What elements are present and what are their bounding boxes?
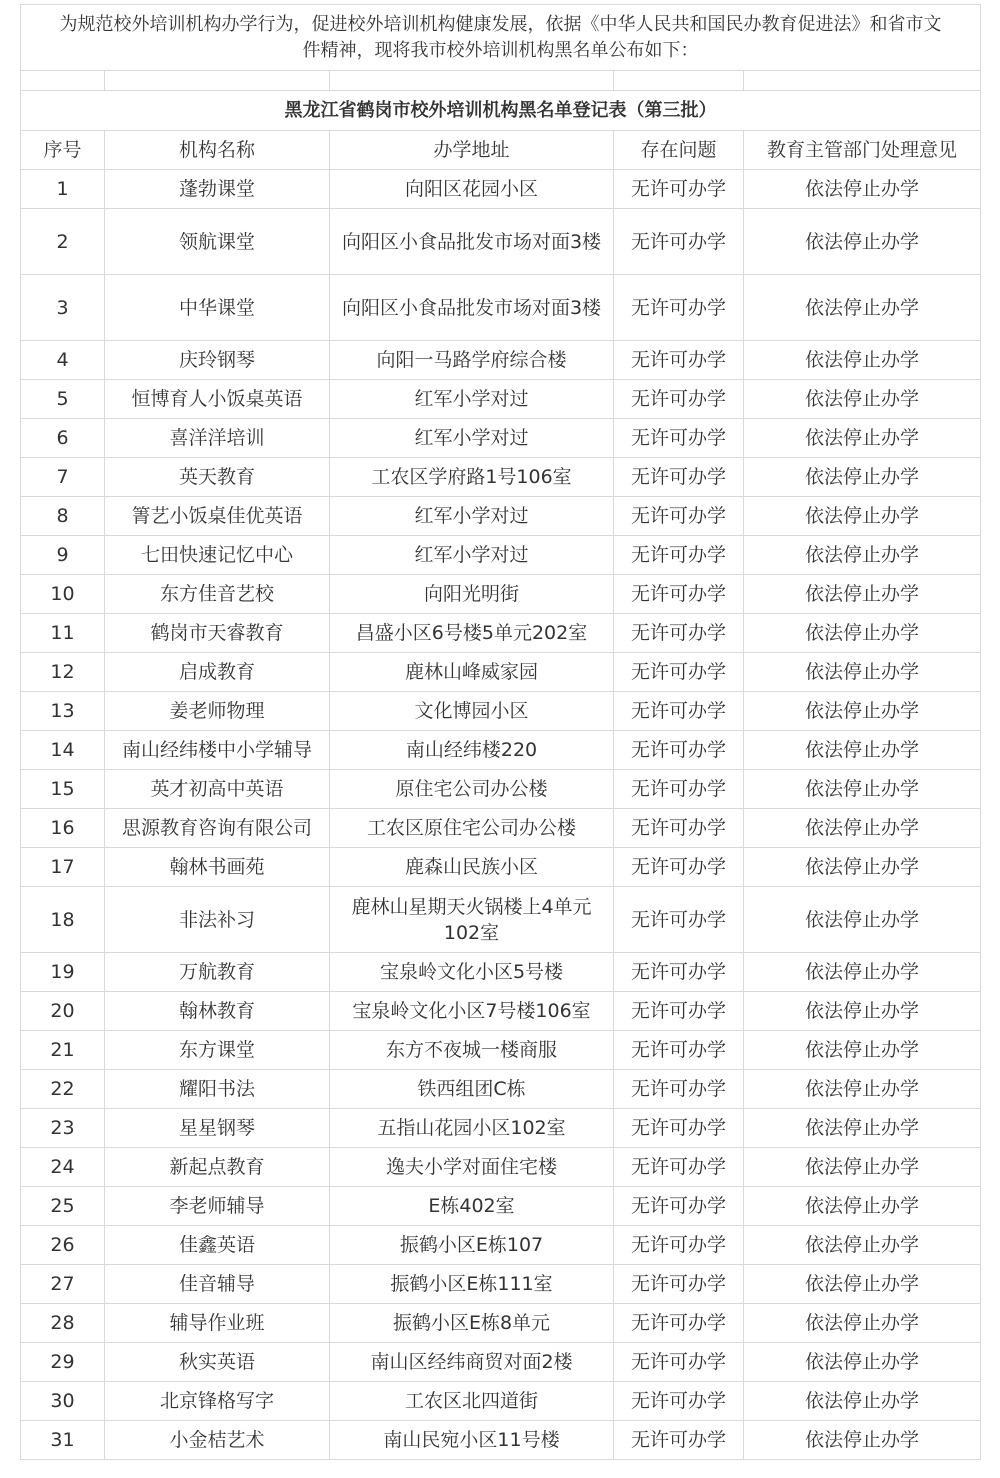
table-row [21, 1343, 981, 1382]
table-row [21, 209, 981, 275]
table-row [21, 275, 981, 341]
table-row [21, 1226, 981, 1265]
cell-address: 鹿林山星期天火锅楼上4单元102室 [330, 887, 614, 953]
cell-issue: 无许可办学 [614, 1421, 744, 1460]
cell-decision: 依法停止办学 [744, 848, 981, 887]
cell-institution: 蓬勃课堂 [105, 170, 330, 209]
table-row [21, 1148, 981, 1187]
cell-decision: 依法停止办学 [744, 1421, 981, 1460]
blank-cell [614, 71, 744, 91]
cell-index: 27 [21, 1265, 105, 1304]
cell-issue: 无许可办学 [614, 341, 744, 380]
cell-address: 铁西组团C栋 [330, 1070, 614, 1109]
blank-cell [105, 71, 330, 91]
cell-issue: 无许可办学 [614, 1187, 744, 1226]
cell-decision: 依法停止办学 [744, 458, 981, 497]
cell-address: 向阳区小食品批发市场对面3楼 [330, 275, 614, 341]
blank-cell [744, 71, 981, 91]
cell-address: 工农区学府路1号106室 [330, 458, 614, 497]
cell-address: 振鹤小区E栋107 [330, 1226, 614, 1265]
cell-index: 17 [21, 848, 105, 887]
cell-institution: 鹤岗市天睿教育 [105, 614, 330, 653]
cell-index: 5 [21, 380, 105, 419]
table-row [21, 458, 981, 497]
cell-decision: 依法停止办学 [744, 953, 981, 992]
cell-decision: 依法停止办学 [744, 341, 981, 380]
table-row [21, 692, 981, 731]
cell-address: 向阳区花园小区 [330, 170, 614, 209]
cell-institution: 箐艺小饭桌佳优英语 [105, 497, 330, 536]
cell-issue: 无许可办学 [614, 809, 744, 848]
cell-issue: 无许可办学 [614, 1265, 744, 1304]
cell-index: 26 [21, 1226, 105, 1265]
table-title: 黑龙江省鹤岗市校外培训机构黑名单登记表（第三批） [21, 91, 981, 131]
table-row [21, 887, 981, 953]
blank-cell [21, 71, 105, 91]
cell-index: 7 [21, 458, 105, 497]
cell-issue: 无许可办学 [614, 419, 744, 458]
cell-address: 逸夫小学对面住宅楼 [330, 1148, 614, 1187]
cell-decision: 依法停止办学 [744, 419, 981, 458]
cell-index: 22 [21, 1070, 105, 1109]
cell-institution: 喜洋洋培训 [105, 419, 330, 458]
table-row [21, 170, 981, 209]
table-row [21, 1109, 981, 1148]
cell-issue: 无许可办学 [614, 380, 744, 419]
table-row [21, 992, 981, 1031]
cell-index: 10 [21, 575, 105, 614]
cell-issue: 无许可办学 [614, 953, 744, 992]
cell-decision: 依法停止办学 [744, 731, 981, 770]
cell-address: 南山经纬楼220 [330, 731, 614, 770]
cell-institution: 新起点教育 [105, 1148, 330, 1187]
cell-index: 12 [21, 653, 105, 692]
cell-issue: 无许可办学 [614, 536, 744, 575]
cell-institution: 中华课堂 [105, 275, 330, 341]
cell-index: 3 [21, 275, 105, 341]
cell-decision: 依法停止办学 [744, 209, 981, 275]
cell-decision: 依法停止办学 [744, 1304, 981, 1343]
cell-institution: 英才初高中英语 [105, 770, 330, 809]
cell-address: 南山区经纬商贸对面2楼 [330, 1343, 614, 1382]
cell-institution: 辅导作业班 [105, 1304, 330, 1343]
cell-index: 23 [21, 1109, 105, 1148]
cell-index: 16 [21, 809, 105, 848]
table-row [21, 731, 981, 770]
table-row [21, 953, 981, 992]
cell-issue: 无许可办学 [614, 731, 744, 770]
cell-decision: 依法停止办学 [744, 614, 981, 653]
table-row [21, 341, 981, 380]
cell-index: 4 [21, 341, 105, 380]
cell-institution: 东方课堂 [105, 1031, 330, 1070]
cell-index: 31 [21, 1421, 105, 1460]
cell-index: 9 [21, 536, 105, 575]
header-row [21, 131, 981, 170]
cell-decision: 依法停止办学 [744, 275, 981, 341]
cell-address: 振鹤小区E栋8单元 [330, 1304, 614, 1343]
cell-issue: 无许可办学 [614, 170, 744, 209]
cell-decision: 依法停止办学 [744, 1109, 981, 1148]
cell-address: E栋402室 [330, 1187, 614, 1226]
cell-institution: 姜老师物理 [105, 692, 330, 731]
cell-index: 13 [21, 692, 105, 731]
intro-text: 为规范校外培训机构办学行为，促进校外培训机构健康发展，依据《中华人民共和国民办教育促进法》和省市文件精神，现将我市校外培训机构黑名单公布如下： [21, 5, 981, 71]
cell-institution: 英天教育 [105, 458, 330, 497]
cell-index: 20 [21, 992, 105, 1031]
cell-institution: 非法补习 [105, 887, 330, 953]
cell-issue: 无许可办学 [614, 614, 744, 653]
cell-decision: 依法停止办学 [744, 809, 981, 848]
cell-address: 宝泉岭文化小区5号楼 [330, 953, 614, 992]
cell-issue: 无许可办学 [614, 1070, 744, 1109]
cell-index: 28 [21, 1304, 105, 1343]
cell-issue: 无许可办学 [614, 209, 744, 275]
cell-issue: 无许可办学 [614, 692, 744, 731]
table-row [21, 1070, 981, 1109]
cell-decision: 依法停止办学 [744, 380, 981, 419]
table-row [21, 575, 981, 614]
cell-institution: 思源教育咨询有限公司 [105, 809, 330, 848]
cell-address: 工农区原住宅公司办公楼 [330, 809, 614, 848]
cell-decision: 依法停止办学 [744, 575, 981, 614]
table-row [21, 1265, 981, 1304]
blank-row [21, 71, 981, 91]
cell-issue: 无许可办学 [614, 887, 744, 953]
table-row [21, 614, 981, 653]
cell-index: 21 [21, 1031, 105, 1070]
cell-address: 昌盛小区6号楼5单元202室 [330, 614, 614, 653]
cell-decision: 依法停止办学 [744, 1031, 981, 1070]
cell-index: 24 [21, 1148, 105, 1187]
cell-index: 29 [21, 1343, 105, 1382]
cell-institution: 星星钢琴 [105, 1109, 330, 1148]
cell-institution: 南山经纬楼中小学辅导 [105, 731, 330, 770]
cell-institution: 佳鑫英语 [105, 1226, 330, 1265]
cell-decision: 依法停止办学 [744, 1382, 981, 1421]
table-row [21, 1382, 981, 1421]
cell-address: 向阳区小食品批发市场对面3楼 [330, 209, 614, 275]
cell-decision: 依法停止办学 [744, 653, 981, 692]
cell-institution: 佳音辅导 [105, 1265, 330, 1304]
blacklist-document [20, 4, 980, 1460]
cell-decision: 依法停止办学 [744, 1343, 981, 1382]
blacklist-table [20, 4, 981, 1460]
cell-decision: 依法停止办学 [744, 992, 981, 1031]
cell-index: 25 [21, 1187, 105, 1226]
cell-address: 宝泉岭文化小区7号楼106室 [330, 992, 614, 1031]
cell-index: 14 [21, 731, 105, 770]
cell-issue: 无许可办学 [614, 1382, 744, 1421]
table-row [21, 380, 981, 419]
cell-address: 红军小学对过 [330, 419, 614, 458]
cell-address: 工农区北四道街 [330, 1382, 614, 1421]
table-row [21, 653, 981, 692]
cell-institution: 万航教育 [105, 953, 330, 992]
table-row [21, 809, 981, 848]
cell-institution: 翰林教育 [105, 992, 330, 1031]
cell-issue: 无许可办学 [614, 1304, 744, 1343]
table-row [21, 419, 981, 458]
cell-index: 8 [21, 497, 105, 536]
cell-index: 2 [21, 209, 105, 275]
cell-address: 鹿森山民族小区 [330, 848, 614, 887]
cell-address: 南山民宛小区11号楼 [330, 1421, 614, 1460]
header-address: 办学地址 [330, 131, 614, 170]
cell-decision: 依法停止办学 [744, 770, 981, 809]
cell-address: 向阳光明街 [330, 575, 614, 614]
cell-institution: 李老师辅导 [105, 1187, 330, 1226]
cell-institution: 领航课堂 [105, 209, 330, 275]
cell-institution: 庆玲钢琴 [105, 341, 330, 380]
cell-institution: 北京锋格写字 [105, 1382, 330, 1421]
cell-decision: 依法停止办学 [744, 497, 981, 536]
header-institution: 机构名称 [105, 131, 330, 170]
cell-issue: 无许可办学 [614, 275, 744, 341]
cell-institution: 七田快速记忆中心 [105, 536, 330, 575]
table-row [21, 770, 981, 809]
header-decision: 教育主管部门处理意见 [744, 131, 981, 170]
cell-address: 鹿林山峰威家园 [330, 653, 614, 692]
cell-address: 东方不夜城一楼商服 [330, 1031, 614, 1070]
cell-issue: 无许可办学 [614, 1343, 744, 1382]
cell-institution: 恒博育人小饭桌英语 [105, 380, 330, 419]
cell-address: 文化博园小区 [330, 692, 614, 731]
table-row [21, 1304, 981, 1343]
cell-index: 11 [21, 614, 105, 653]
blank-cell [330, 71, 614, 91]
cell-decision: 依法停止办学 [744, 1148, 981, 1187]
cell-index: 18 [21, 887, 105, 953]
cell-issue: 无许可办学 [614, 458, 744, 497]
table-row [21, 497, 981, 536]
cell-index: 6 [21, 419, 105, 458]
cell-address: 向阳一马路学府综合楼 [330, 341, 614, 380]
intro-row [21, 5, 981, 71]
cell-index: 1 [21, 170, 105, 209]
cell-issue: 无许可办学 [614, 848, 744, 887]
cell-issue: 无许可办学 [614, 1226, 744, 1265]
header-index: 序号 [21, 131, 105, 170]
cell-issue: 无许可办学 [614, 1031, 744, 1070]
cell-institution: 翰林书画苑 [105, 848, 330, 887]
cell-address: 振鹤小区E栋111室 [330, 1265, 614, 1304]
cell-address: 红军小学对过 [330, 536, 614, 575]
cell-address: 原住宅公司办公楼 [330, 770, 614, 809]
cell-issue: 无许可办学 [614, 770, 744, 809]
cell-institution: 启成教育 [105, 653, 330, 692]
table-row [21, 536, 981, 575]
cell-institution: 秋实英语 [105, 1343, 330, 1382]
cell-issue: 无许可办学 [614, 992, 744, 1031]
cell-decision: 依法停止办学 [744, 536, 981, 575]
cell-address: 红军小学对过 [330, 497, 614, 536]
cell-issue: 无许可办学 [614, 1148, 744, 1187]
table-row [21, 848, 981, 887]
cell-issue: 无许可办学 [614, 497, 744, 536]
cell-issue: 无许可办学 [614, 1109, 744, 1148]
cell-address: 红军小学对过 [330, 380, 614, 419]
cell-decision: 依法停止办学 [744, 1265, 981, 1304]
cell-index: 30 [21, 1382, 105, 1421]
cell-decision: 依法停止办学 [744, 692, 981, 731]
table-row [21, 1421, 981, 1460]
cell-decision: 依法停止办学 [744, 170, 981, 209]
cell-decision: 依法停止办学 [744, 887, 981, 953]
header-issue: 存在问题 [614, 131, 744, 170]
table-title-row [21, 91, 981, 131]
cell-decision: 依法停止办学 [744, 1226, 981, 1265]
cell-decision: 依法停止办学 [744, 1187, 981, 1226]
table-row [21, 1031, 981, 1070]
cell-institution: 东方佳音艺校 [105, 575, 330, 614]
cell-index: 19 [21, 953, 105, 992]
table-row [21, 1187, 981, 1226]
cell-decision: 依法停止办学 [744, 1070, 981, 1109]
cell-institution: 耀阳书法 [105, 1070, 330, 1109]
cell-index: 15 [21, 770, 105, 809]
cell-address: 五指山花园小区102室 [330, 1109, 614, 1148]
cell-issue: 无许可办学 [614, 575, 744, 614]
cell-institution: 小金桔艺术 [105, 1421, 330, 1460]
cell-issue: 无许可办学 [614, 653, 744, 692]
